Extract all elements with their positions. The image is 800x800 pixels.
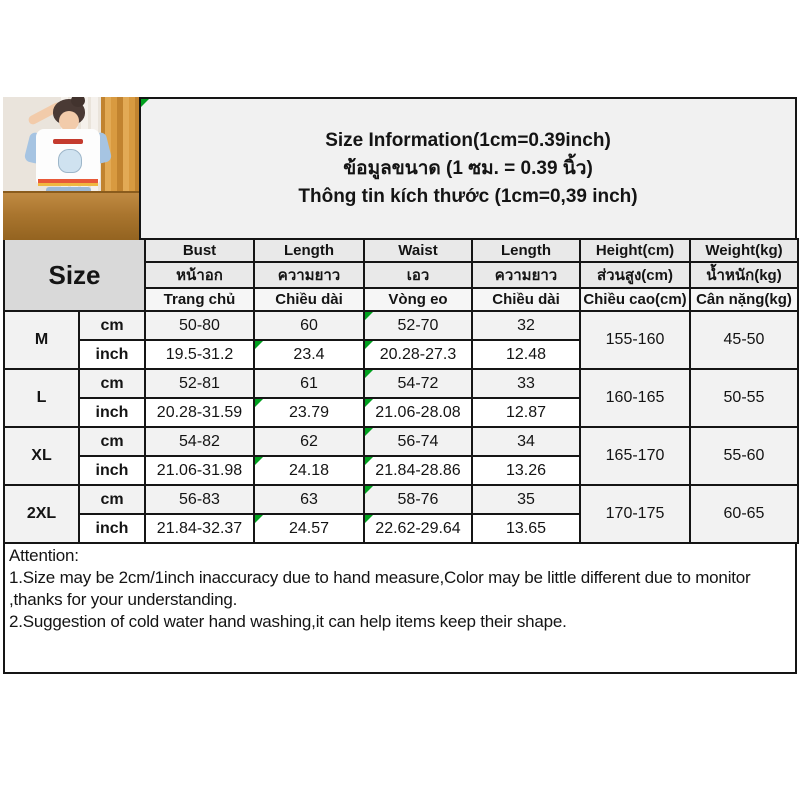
value-cell: 12.87 [472, 398, 580, 427]
value-cell: 24.57 [254, 514, 364, 543]
title-english: Size Information(1cm=0.39inch) [325, 129, 611, 151]
value-cell: 20.28-31.59 [145, 398, 254, 427]
value-cell: 60 [254, 311, 364, 340]
weight-cell: 50-55 [690, 369, 798, 427]
value-cell: 21.84-32.37 [145, 514, 254, 543]
unit-inch: inch [79, 456, 145, 485]
value-cell: 23.79 [254, 398, 364, 427]
value-cell: 52-70 [364, 311, 472, 340]
height-cell: 160-165 [580, 369, 690, 427]
size-m-cm-row [4, 311, 798, 340]
value-cell: 34 [472, 427, 580, 456]
size-l-cm-row [4, 369, 798, 398]
value-cell: 24.18 [254, 456, 364, 485]
header-length-th: ความยาว [254, 262, 364, 288]
value-cell: 22.62-29.64 [364, 514, 472, 543]
value-cell: 32 [472, 311, 580, 340]
header-weight-vi: Cân nặng(kg) [690, 288, 798, 311]
header-length2-vi: Chiều dài [472, 288, 580, 311]
value-cell: 13.65 [472, 514, 580, 543]
unit-cm: cm [79, 427, 145, 456]
value-cell: 50-80 [145, 311, 254, 340]
header-row [3, 97, 797, 240]
value-cell: 21.84-28.86 [364, 456, 472, 485]
unit-cm: cm [79, 311, 145, 340]
value-cell: 23.4 [254, 340, 364, 369]
unit-inch: inch [79, 340, 145, 369]
header-weight-th: น้ำหนัก(kg) [690, 262, 798, 288]
unit-cm: cm [79, 485, 145, 514]
attention-box [3, 542, 797, 674]
header-bust-th: หน้าอก [145, 262, 254, 288]
header-length-vi: Chiều dài [254, 288, 364, 311]
photo-wooden-cabinet [3, 191, 139, 240]
header-length2: Length [472, 239, 580, 262]
size-label-l: L [4, 369, 79, 427]
attention-note-2: 2.Suggestion of cold water hand washing,it can help items keep their shape. [9, 612, 567, 631]
size-label-xl: XL [4, 427, 79, 485]
size-2xl-cm-row [4, 485, 798, 514]
unit-inch: inch [79, 398, 145, 427]
header-length2-th: ความยาว [472, 262, 580, 288]
attention-heading: Attention: [9, 546, 79, 565]
value-cell: 56-74 [364, 427, 472, 456]
header-row-english [4, 239, 798, 262]
weight-cell: 45-50 [690, 311, 798, 369]
header-waist: Waist [364, 239, 472, 262]
product-photo [3, 97, 139, 240]
value-cell: 35 [472, 485, 580, 514]
value-cell: 63 [254, 485, 364, 514]
size-xl-cm-row [4, 427, 798, 456]
header-weight: Weight(kg) [690, 239, 798, 262]
photo-shirt-logo [53, 139, 83, 144]
value-cell: 56-83 [145, 485, 254, 514]
weight-cell: 60-65 [690, 485, 798, 543]
value-cell: 33 [472, 369, 580, 398]
value-cell: 12.48 [472, 340, 580, 369]
header-height-th: ส่วนสูง(cm) [580, 262, 690, 288]
title-thai: ข้อมูลขนาด (1 ซม. = 0.39 นิ้ว) [343, 157, 593, 179]
unit-cm: cm [79, 369, 145, 398]
header-waist-th: เอว [364, 262, 472, 288]
header-bust-vi: Trang chủ [145, 288, 254, 311]
size-table [3, 238, 799, 544]
height-cell: 155-160 [580, 311, 690, 369]
photo-cartoon-print [58, 149, 82, 173]
header-height-vi: Chiều cao(cm) [580, 288, 690, 311]
value-cell: 62 [254, 427, 364, 456]
value-cell: 19.5-31.2 [145, 340, 254, 369]
weight-cell: 55-60 [690, 427, 798, 485]
photo-hem-stripe-yellow [38, 183, 98, 186]
photo-model-face [59, 111, 79, 131]
value-cell: 52-81 [145, 369, 254, 398]
title-box [139, 97, 797, 240]
header-length: Length [254, 239, 364, 262]
value-cell: 21.06-28.08 [364, 398, 472, 427]
size-label-2xl: 2XL [4, 485, 79, 543]
height-cell: 165-170 [580, 427, 690, 485]
value-cell: 13.26 [472, 456, 580, 485]
value-cell: 54-72 [364, 369, 472, 398]
value-cell: 58-76 [364, 485, 472, 514]
attention-note-1: 1.Size may be 2cm/1inch inaccuracy due to hand measure,Color may be little different due to monitor ,thanks for your understanding. [9, 568, 751, 609]
value-cell: 21.06-31.98 [145, 456, 254, 485]
header-waist-vi: Vòng eo [364, 288, 472, 311]
height-cell: 170-175 [580, 485, 690, 543]
unit-inch: inch [79, 514, 145, 543]
header-bust: Bust [145, 239, 254, 262]
title-vietnamese: Thông tin kích thước (1cm=0,39 inch) [298, 185, 638, 207]
value-cell: 54-82 [145, 427, 254, 456]
size-label-m: M [4, 311, 79, 369]
value-cell: 61 [254, 369, 364, 398]
value-cell: 20.28-27.3 [364, 340, 472, 369]
size-corner-label: Size [4, 239, 145, 311]
header-height: Height(cm) [580, 239, 690, 262]
